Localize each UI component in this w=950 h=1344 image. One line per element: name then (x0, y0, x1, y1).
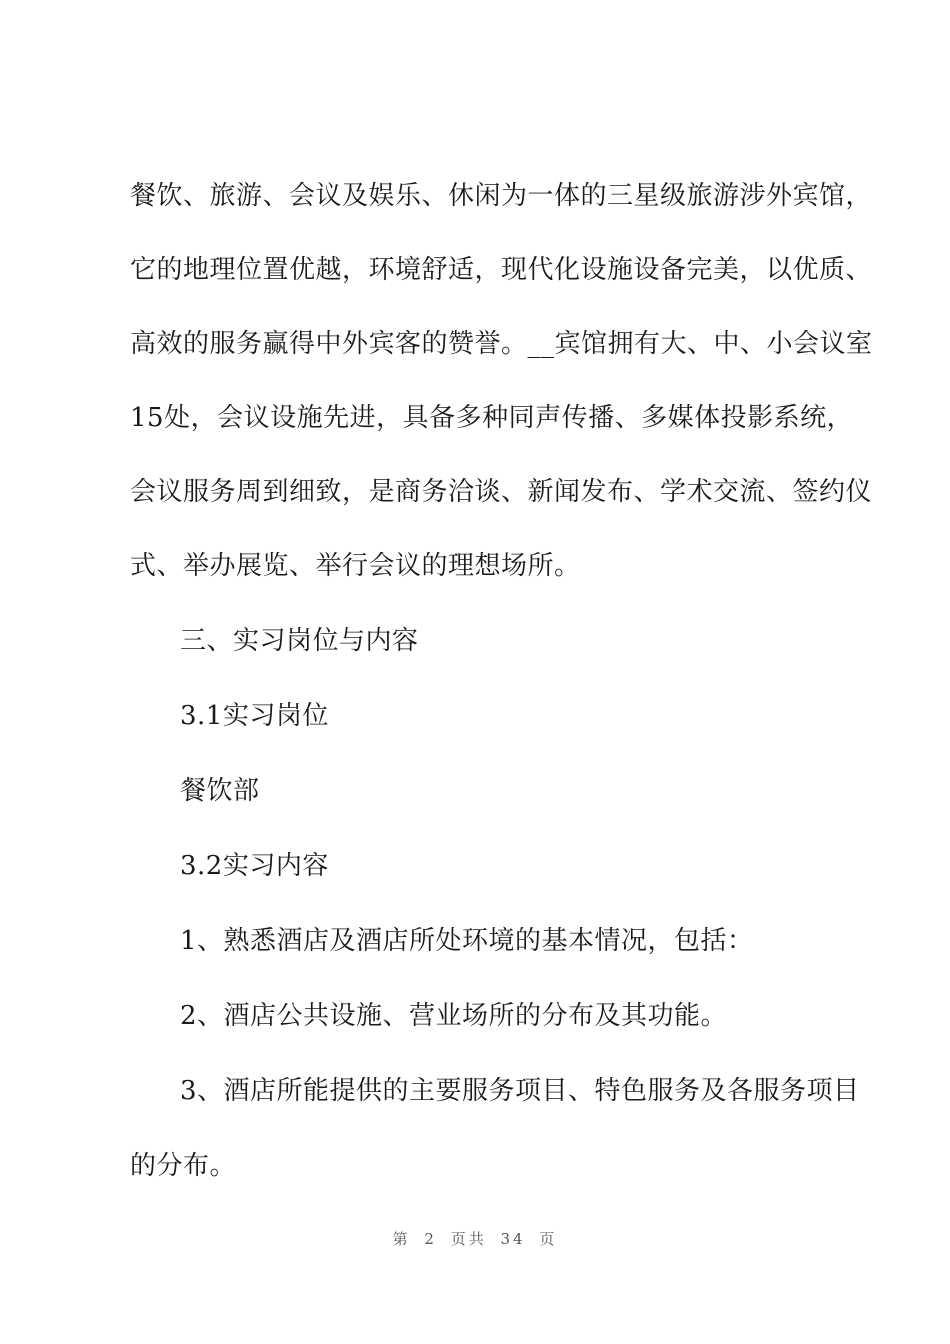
section-3-1-heading: 3.1实习岗位 (180, 701, 329, 731)
section-3-2-heading: 3.2实习内容 (180, 851, 329, 881)
paragraph-line-4: 15处，会议设施先进，具备多种同声传播、多媒体投影系统， (130, 403, 854, 433)
list-item-1: 1、熟悉酒店及酒店所处环境的基本情况，包括： (180, 926, 754, 956)
paragraph-line-1: 餐饮、旅游、会议及娱乐、休闲为一体的三星级旅游涉外宾馆， (130, 181, 873, 211)
list-item-3-line-1: 3、酒店所能提供的主要服务项目、特色服务及各服务项目 (180, 1076, 860, 1106)
page-number-footer: 第 2 页共 34 页 (392, 1230, 558, 1248)
list-item-3-line-2: 的分布。 (130, 1151, 237, 1181)
list-item-2: 2、酒店公共设施、营业场所的分布及其功能。 (180, 1001, 728, 1031)
paragraph-line-5: 会议服务周到细致，是商务洽谈、新闻发布、学术交流、签约仪 (130, 477, 873, 507)
section-3-1-text: 餐饮部 (180, 776, 260, 806)
section-3-heading: 三、实习岗位与内容 (180, 626, 419, 656)
paragraph-line-2: 它的地理位置优越，环境舒适，现代化设施设备完美，以优质、 (130, 255, 873, 285)
paragraph-line-3: 高效的服务赢得中外宾客的赞誉。__宾馆拥有大、中、小会议室 (130, 329, 873, 359)
paragraph-line-6: 式、举办展览、举行会议的理想场所。 (130, 551, 581, 581)
